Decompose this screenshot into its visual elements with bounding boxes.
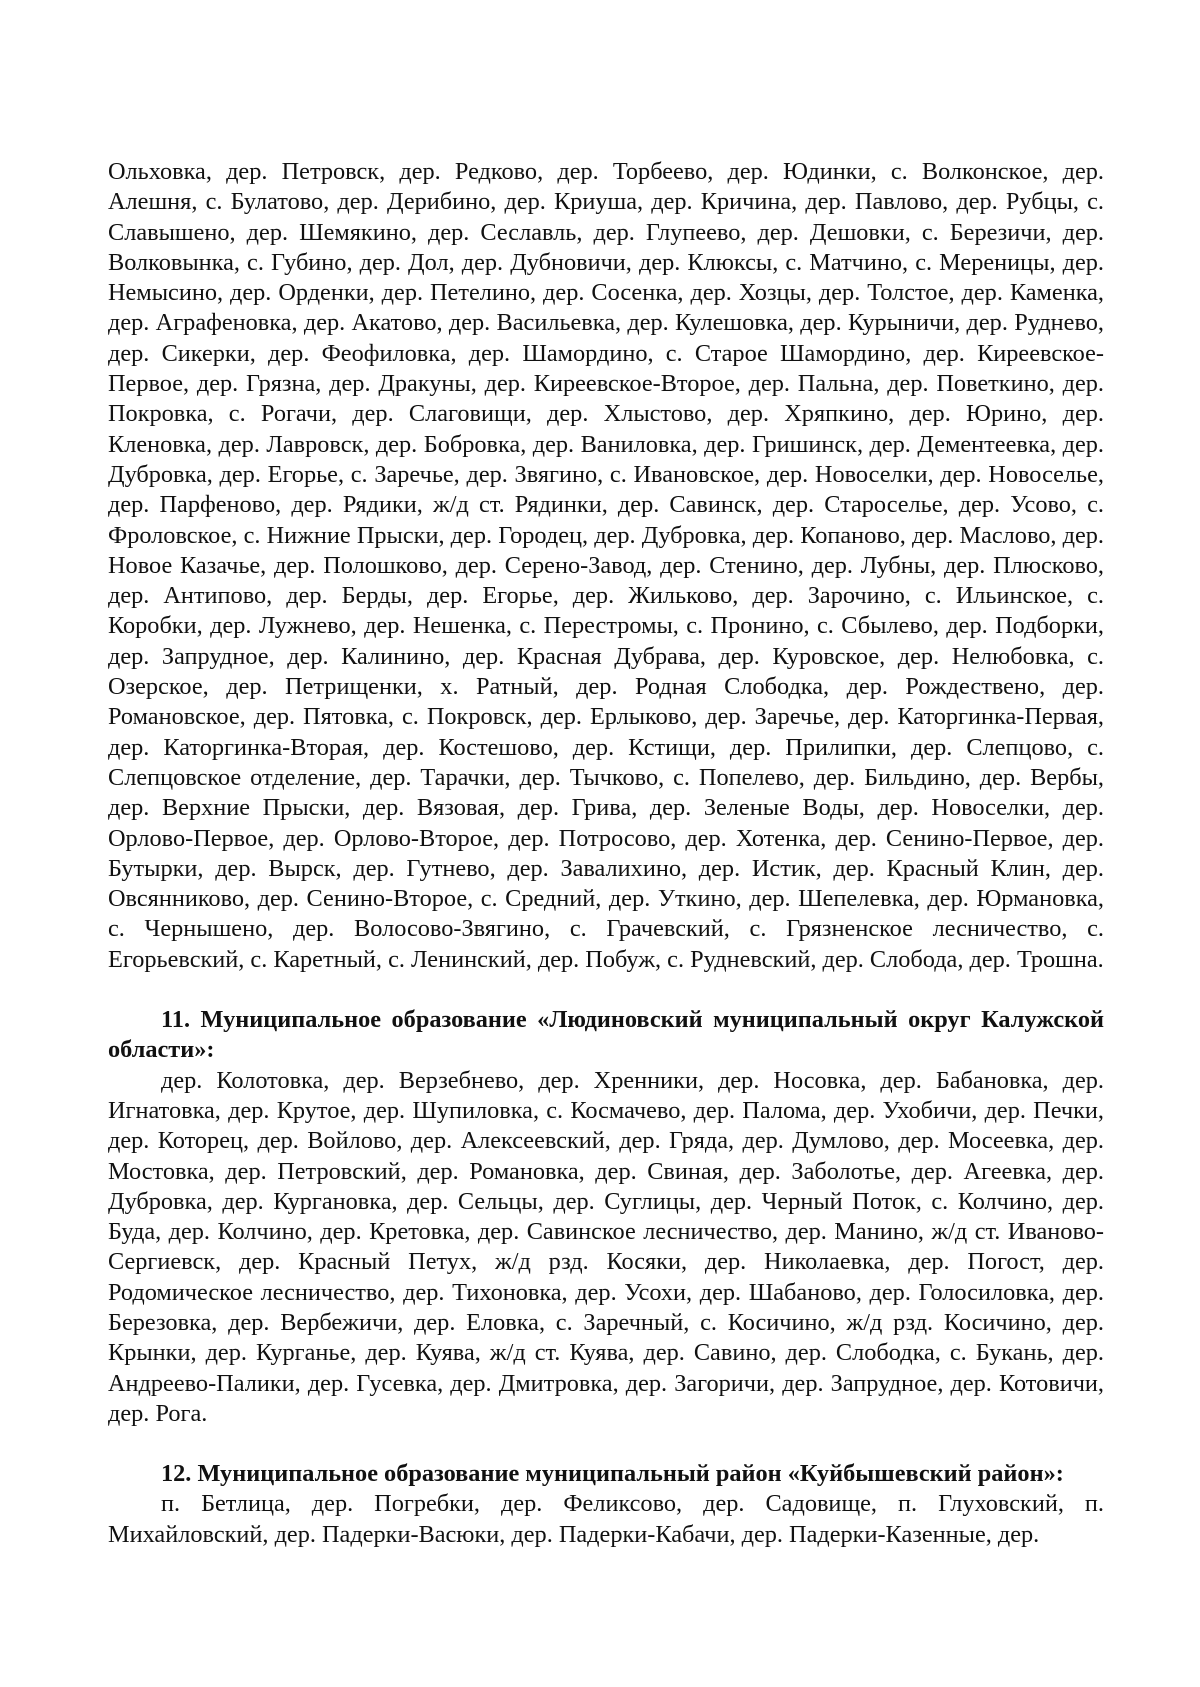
section-12-body: п. Бетлица, дер. Погребки, дер. Феликсово, дер. Садовище, п. Глуховский, п. Михайловский, дер. Падерки-Васюки, дер. Падерки-Кабачи, дер. Падерки-Казенные, дер. [108, 1490, 1104, 1548]
section-10-continuation: Ольховка, дер. Петровск, дер. Редково, дер. Торбеево, дер. Юдинки, с. Волконское, дер. Алешня, с. Булатово, дер. Дерибино, дер. Криуша, дер. Кричина, дер. Павлово, дер. Рубцы, с. Славышено, дер. Шемякино, дер. Сеславль, дер. Глупеево, дер. Дешовки, с. Березичи, дер. Волковынка, с. Губино, дер. Дол, дер. Дубновичи, дер. Клюксы, с. Матчино, с. Мереницы, дер. Немысино, дер. Орденки, дер. Петелино, дер. Сосенка, дер. Хозцы, дер. Толстое, дер. Каменка, дер. Аграфеновка, дер. Акатово, дер. Васильевка, дер. Кулешовка, дер. Курыничи, дер. Руднево, дер. Сикерки, дер. Феофиловка, дер. Шамордино, с. Старое Шамордино, дер. Киреевское-Первое, дер. Грязна, дер. Дракуны, дер. Киреевское-Второе, дер. Пальна, дер. Поветкино, дер. Покровка, с. Рогачи, дер. Слаговищи, дер. Хлыстово, дер. Хряпкино, дер. Юрино, дер. Кленовка, дер. Лавровск, дер. Бобровка, дер. Ваниловка, дер. Гришинск, дер. Дементеевка, дер. Дубровка, дер. Егорье, с. Заречье, дер. Звягино, с. Ивановское, дер. Новоселки, дер. Новоселье, дер. Парфеново, дер. Рядики, ж/д ст. Рядинки, дер. Савинск, дер. Староселье, дер. Усово, с. Фроловское, с. Нижние Прыски, дер. Городец, дер. Дубровка, дер. Копаново, дер. Маслово, дер. Новое Казачье, дер. Полошково, дер. Серено-Завод, дер. Стенино, дер. Лубны, дер. Плюсково, дер. Антипово, дер. Берды, дер. Егорье, дер. Жильково, дер. Зарочино, с. Ильинское, с. Коробки, дер. Лужнево, дер. Нешенка, с. Перестромы, с. Пронино, с. Сбылево, дер. Подборки, дер. Запрудное, дер. Калинино, дер. Красная Дубрава, дер. Куровское, дер. Нелюбовка, с. Озерское, дер. Петрищенки, х. Ратный, дер. Родная Слободка, дер. Рождествено, дер. Романовское, дер. Пятовка, с. Покровск, дер. Ерлыково, дер. Заречье, дер. Каторгинка-Первая, дер. Каторгинка-Вторая, дер. Костешово, дер. Кстищи, дер. Прилипки, дер. Слепцово, с. Слепцовское отделение, дер. Тарачки, дер. Тычково, с. Попелево, дер. Бильдино, дер. Вербы, дер. Верхние Прыски, дер. Вязовая, дер. Грива, дер. Зеленые Воды, дер. Новоселки, дер. Орлово-Первое, дер. Орлово-Второе, дер. Потросово, дер. Хотенка, дер. Сенино-Первое, дер. Бутырки, дер. Вырск, дер. Гутнево, дер. Завалихино, дер. Истик, дер. Красный Клин, дер. Овсянниково, дер. Сенино-Второе, с. Средний, дер. Уткино, дер. Шепелевка, дер. Юрмановка, с. Чернышено, дер. Волосово-Звягино, с. Грачевский, с. Грязненское лесничество, с. Егорьевский, с. Каретный, с. Ленинский, дер. Побуж, с. Рудневский, дер. Слобода, дер. Трошна. [108, 158, 1104, 973]
section-gap [108, 975, 1104, 1005]
section-11-body: дер. Колотовка, дер. Верзебнево, дер. Хренники, дер. Носовка, дер. Бабановка, дер. Игнатовка, дер. Крутое, дер. Шупиловка, с. Космачево, дер. Палома, дер. Ухобичи, дер. Печки, дер. Которец, дер. Войлово, дер. Алексеевский, дер. Гряда, дер. Думлово, дер. Мосеевка, дер. Мостовка, дер. Петровский, дер. Романовка, дер. Свиная, дер. Заболотье, дер. Агеевка, дер. Дубровка, дер. Кургановка, дер. Сельцы, дер. Суглицы, дер. Черный Поток, с. Колчино, дер. Буда, дер. Колчино, дер. Кретовка, дер. Савинское лесничество, дер. Манино, ж/д ст. Иваново-Сергиевск, дер. Красный Петух, ж/д рзд. Косяки, дер. Николаевка, дер. Погост, дер. Родомическое лесничество, дер. Тихоновка, дер. Усохи, дер. Шабаново, дер. Голосиловка, дер. Березовка, дер. Вербежичи, дер. Еловка, с. Заречный, с. Косичино, ж/д рзд. Косичино, дер. Крынки, дер. Курганье, дер. Куява, ж/д ст. Куява, дер. Савино, дер. Слободка, с. Букань, дер. Андреево-Палики, дер. Гусевка, дер. Дмитровка, дер. Загоричи, дер. Запрудное, дер. Котовичи, дер. Рога. [108, 1066, 1104, 1427]
section-12-heading: 12. Муниципальное образование муниципальный район «Куйбышевский район»: [161, 1460, 1064, 1488]
section-gap [108, 1429, 1104, 1459]
section-11-heading: 11. Муниципальное образование «Людиновский муниципальный округ Калужской области»: [108, 1006, 1104, 1064]
